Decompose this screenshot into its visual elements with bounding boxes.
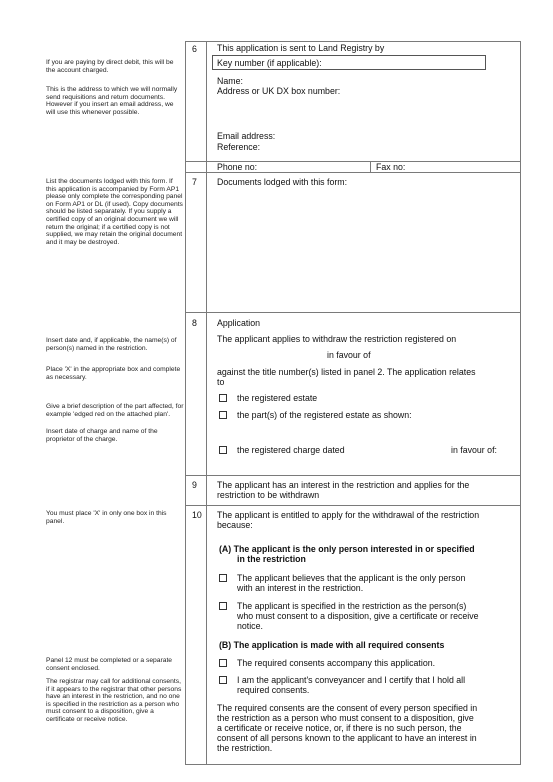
part-estate-checkbox[interactable] <box>219 411 227 419</box>
panel9-number: 9 <box>192 480 197 490</box>
reference-label: Reference: <box>217 142 261 152</box>
specified-person-label-3: notice. <box>237 621 263 631</box>
panel9-line1: The applicant has an interest in the restriction and applies for the <box>217 480 470 490</box>
key-number-label: Key number (if applicable): <box>217 58 322 68</box>
note-address: This is the address to which we will normally send requisitions and return documents. However if you insert an email address, we will use this whenever possible. <box>46 86 178 116</box>
registered-estate-checkbox[interactable] <box>219 394 227 402</box>
panel7-number: 7 <box>192 177 197 187</box>
phone-fax-divider <box>370 161 371 172</box>
specified-person-checkbox[interactable] <box>219 602 227 610</box>
email-label: Email address: <box>217 131 276 141</box>
panel10-number: 10 <box>192 510 202 520</box>
registered-charge-label: the registered charge dated <box>237 445 345 455</box>
consents-explanation-5: the restriction. <box>217 743 273 753</box>
note-insert-charge: Insert date of charge and name of the proprietor of the charge. <box>46 428 158 443</box>
consents-accompany-label: The required consents accompany this application. <box>237 658 436 668</box>
panel8-line1: The applicant applies to withdraw the restriction registered on <box>217 334 457 344</box>
option-a-heading-2: in the restriction <box>237 554 306 564</box>
charge-favour-label: in favour of: <box>451 445 497 455</box>
consents-explanation-2: the restriction as a person who must consent to a disposition, give <box>217 713 474 723</box>
note-brief-description: Give a brief description of the part affected, for example 'edged red on the attached plan'. <box>46 403 184 418</box>
divider-panel7-8 <box>185 312 521 313</box>
conveyancer-certify-label-2: required consents. <box>237 685 310 695</box>
specified-person-label-1: The applicant is specified in the restriction as the person(s) <box>237 601 467 611</box>
note-place-x: Place 'X' in the appropriate box and complete as necessary. <box>46 366 181 381</box>
panel9-line2: restriction to be withdrawn <box>217 490 320 500</box>
part-estate-label: the part(s) of the registered estate as shown: <box>237 410 412 420</box>
panel8-number: 8 <box>192 318 197 328</box>
specified-person-label-2: who must consent to a disposition, give a certificate or receive <box>237 611 479 621</box>
panel6-number: 6 <box>192 44 197 54</box>
panel7-title: Documents lodged with this form: <box>217 177 348 187</box>
panel6-title: This application is sent to Land Registry by <box>217 43 385 53</box>
consents-explanation-1: The required consents are the consent of every person specified in <box>217 703 478 713</box>
only-person-label-1: The applicant believes that the applicant is the only person <box>237 573 466 583</box>
note-registrar: The registrar may call for additional consents, if it appears to the registrar that other persons have an interest in the restriction, and no one is specified in the restriction as a person who must consent to a disposition, give a certificate or receive notice. <box>46 678 182 723</box>
panel10-line2: because: <box>217 520 253 530</box>
option-a-heading: (A) The applicant is the only person interested in or specified <box>219 544 475 554</box>
option-b-heading: (B) The application is made with all required consents <box>219 640 445 650</box>
registered-charge-checkbox[interactable] <box>219 446 227 454</box>
conveyancer-certify-checkbox[interactable] <box>219 676 227 684</box>
divider-panel8-9 <box>185 475 521 476</box>
consents-explanation-4: consent of all persons known to the applicant to have an interest in <box>217 733 477 743</box>
number-column-divider <box>206 41 207 765</box>
conveyancer-certify-label-1: I am the applicant's conveyancer and I certify that I hold all <box>237 675 466 685</box>
only-person-checkbox[interactable] <box>219 574 227 582</box>
divider-panel9-10 <box>185 505 521 506</box>
registered-estate-label: the registered estate <box>237 393 318 403</box>
note-panel12: Panel 12 must be completed or a separate consent enclosed. <box>46 657 173 672</box>
address-label: Address or UK DX box number: <box>217 86 341 96</box>
panel8-in-favour: in favour of <box>327 350 371 360</box>
phone-label: Phone no: <box>217 162 258 172</box>
note-documents: List the documents lodged with this form. If this application is accompanied by Form AP1 please only complete the corresponding panel on Form AP1 or DL (if used). Copy documents should be listed separately. If you supply a certified copy of an original document we will return the original; if a certified copy is not supplied, we may retain the original document and it may be destroyed. <box>46 178 183 246</box>
name-label: Name: <box>217 76 243 86</box>
note-only-one-box: You must place 'X' in only one box in this panel. <box>46 510 167 525</box>
consents-explanation-3: a certificate or receive notice, or, if there is no such person, the <box>217 723 462 733</box>
panel8-line2b: to <box>217 377 225 387</box>
only-person-label-2: with an interest in the restriction. <box>237 583 364 593</box>
note-direct-debit: If you are paying by direct debit, this will be the account charged. <box>46 59 174 74</box>
panel8-line2a: against the title number(s) listed in panel 2. The application relates <box>217 367 476 377</box>
panel8-title: Application <box>217 318 261 328</box>
fax-label: Fax no: <box>376 162 406 172</box>
note-insert-date: Insert date and, if applicable, the name(s) of person(s) named in the restriction. <box>46 337 177 352</box>
panel10-line1: The applicant is entitled to apply for the withdrawal of the restriction <box>217 510 480 520</box>
consents-accompany-checkbox[interactable] <box>219 659 227 667</box>
